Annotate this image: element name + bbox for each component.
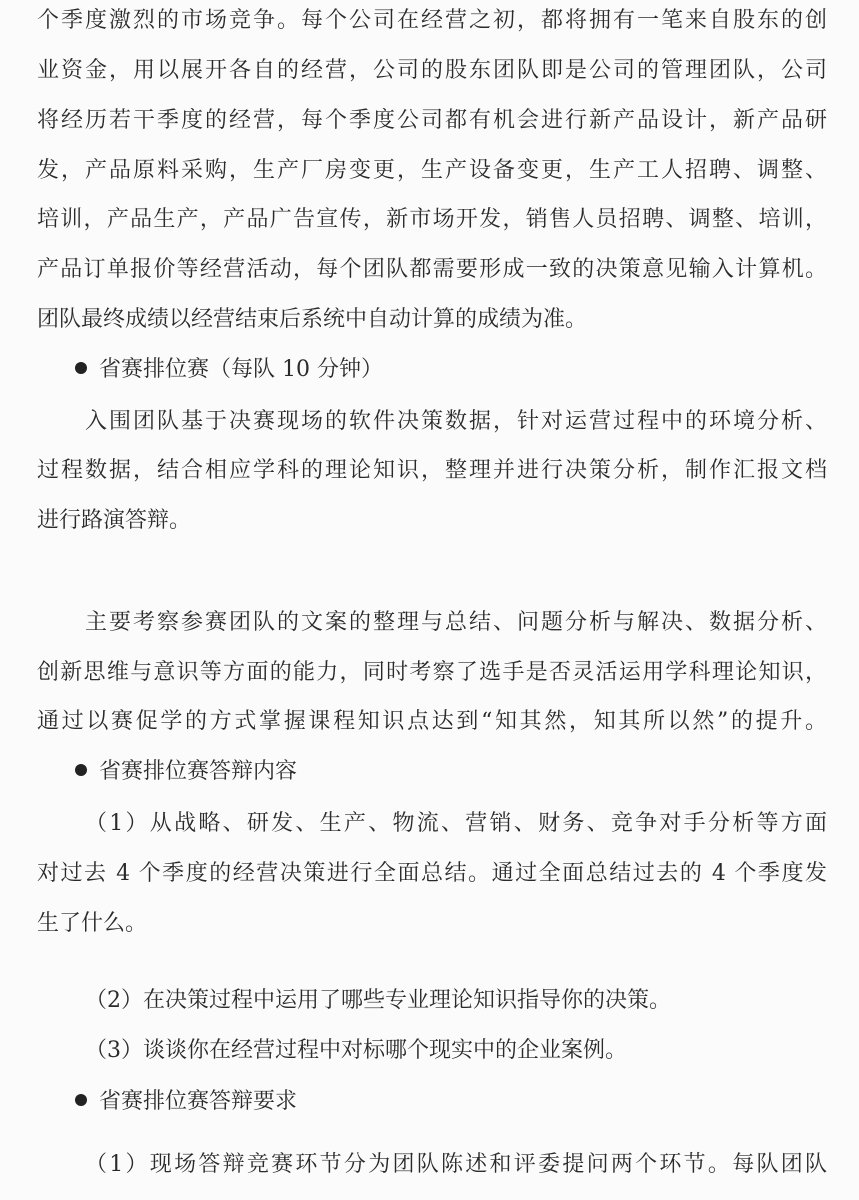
- bullet-icon: [75, 764, 87, 776]
- paragraph-line: 通过以赛促学的方式掌握课程知识点达到“知其然，知其所以然”的提升。: [37, 709, 827, 734]
- paragraph-line: （3）谈谈你在经营过程中对标哪个现实中的企业案例。: [85, 1038, 627, 1063]
- bullet-icon: [75, 1094, 87, 1106]
- paragraph-line: 生了什么。: [37, 911, 148, 936]
- section-heading: [75, 1082, 827, 1122]
- section-heading: [75, 752, 827, 792]
- paragraph-line: 团队最终成绩以经营结束后系统中自动计算的成绩为准。: [37, 307, 588, 332]
- paragraph-line: 创新思维与意识等方面的能力，同时考察了选手是否灵活运用学科理论知识，: [37, 660, 827, 685]
- paragraph-line: 业资金，用以展开各自的经营，公司的股东团队即是公司的管理团队，公司: [37, 58, 827, 83]
- paragraph-line: 进行路演答辩。: [37, 508, 192, 533]
- paragraph-line: 个季度激烈的市场竞争。每个公司在经营之初，都将拥有一笔来自股东的创: [37, 8, 827, 33]
- paragraph-line: 培训，产品生产，产品广告宣传，新市场开发，销售人员招聘、调整、培训，: [37, 207, 827, 232]
- paragraph-line: 入围团队基于决赛现场的软件决策数据，针对运营过程中的环境分析、: [85, 409, 827, 434]
- paragraph-line: 将经历若干季度的经营，每个季度公司都有机会进行新产品设计，新产品研: [37, 108, 827, 133]
- paragraph-line: 主要考察参赛团队的文案的整理与总结、问题分析与解决、数据分析、: [85, 610, 827, 635]
- paragraph-line: （1）现场答辩竞赛环节分为团队陈述和评委提问两个环节。每队团队: [85, 1152, 827, 1177]
- paragraph-line: （2）在决策过程中运用了哪些专业理论知识指导你的决策。: [85, 988, 671, 1013]
- section-heading: [75, 350, 827, 390]
- section-heading-text: 省赛排位赛答辩要求: [99, 1089, 298, 1114]
- paragraph-line: 对过去 4 个季度的经营决策进行全面总结。通过全面总结过去的 4 个季度发: [37, 861, 827, 886]
- section-heading-text: 省赛排位赛（每队 10 分钟）: [99, 357, 383, 382]
- paragraph-line: 过程数据，结合相应学科的理论知识，整理并进行决策分析，制作汇报文档: [37, 458, 827, 483]
- paragraph-line: 发，产品原料采购，生产厂房变更，生产设备变更，生产工人招聘、调整、: [37, 158, 827, 183]
- bullet-icon: [75, 362, 87, 374]
- paragraph-line: 产品订单报价等经营活动，每个团队都需要形成一致的决策意见输入计算机。: [37, 257, 827, 282]
- paragraph-line: （1）从战略、研发、生产、物流、营销、财务、竞争对手分析等方面: [85, 811, 827, 836]
- section-heading-text: 省赛排位赛答辩内容: [99, 759, 298, 784]
